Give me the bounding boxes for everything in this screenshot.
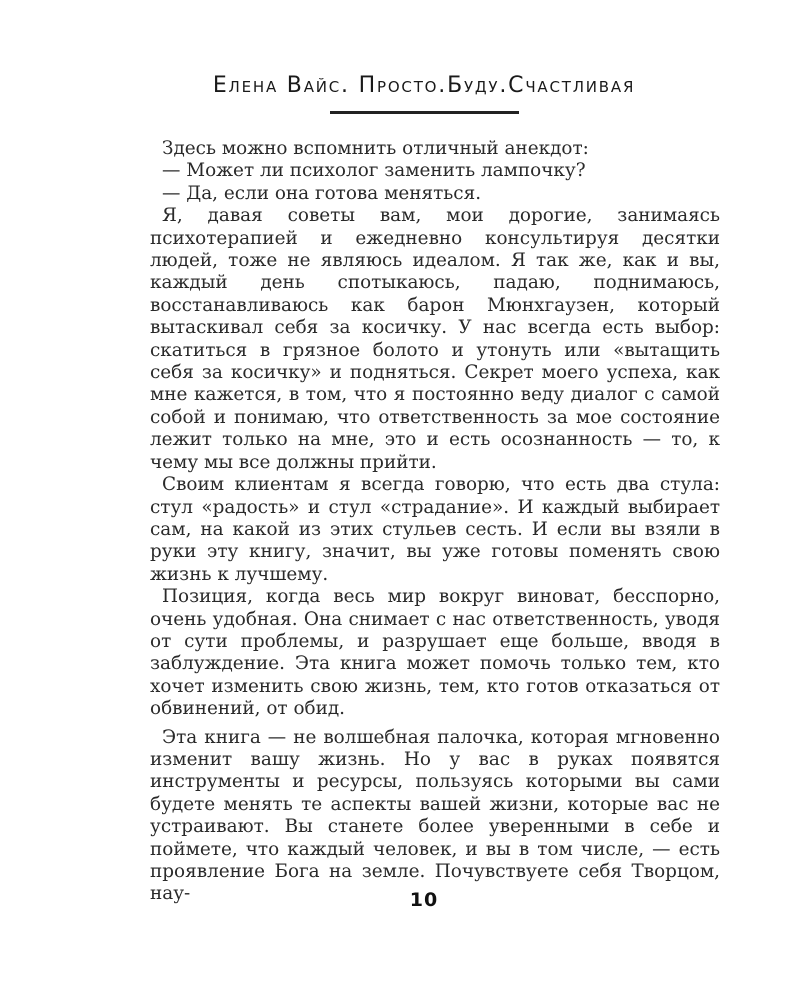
paragraph-not-magic-wand: Эта книга — не волшебная палочка, которая мгновенно изменит вашу жизнь. Но у вас в руках появятся инструменты и ресурсы, пользуясь которыми вы сами будете менять те аспекты вашей жизни, которые вас не устраивают. Вы станете более уверенными в себе и поймете, что каждый человек, и вы в том числе, — есть проявление Бога на земле. Почувствуете себя Творцом, нау- [150, 726, 720, 905]
dialog-line-question: — Может ли психолог заменить лампочку? [162, 160, 586, 182]
page-number: 10 [409, 889, 439, 911]
paragraph-position: Позиция, когда весь мир вокруг виноват, бесспорно, очень удобная. Она снимает с нас ответственность, уводя от сути проблемы, и разрушает еще больше, вводя в заблуждение. Эта книга может помочь только тем, кто хочет изменить свою жизнь, тем, кто готов отказаться от обвинений, от обид. [150, 586, 720, 720]
page-body [150, 138, 720, 906]
paragraph-two-chairs: Своим клиентам я всегда говорю, что есть два стула: стул «радость» и стул «страдание». И каждый выбирает сам, на какой из этих стульев сесть. И если вы взяли в руки эту книгу, значит, вы уже готовы поменять свою жизнь к лучшему. [150, 474, 720, 585]
running-header: Елена Вайс. Просто.Буду.Счастливая [212, 73, 636, 98]
paragraph-advice: Я, давая советы вам, мои дорогие, занимаясь психотерапией и ежедневно консультируя десятки людей, тоже не являюсь идеалом. Я так же, как и вы, каждый день спотыкаюсь, падаю, поднимаюсь, восстанавливаюсь как барон Мюнхгаузен, который вытаскивал себя за косичку. У нас всегда есть выбор: скатиться в грязное болото и утонуть или «вытащить себя за косичку» и подняться. Секрет моего успеха, как мне кажется, в том, что я постоянно веду диалог с самой собой и понимаю, что ответственность за мое состояние лежит только на мне, это и есть осознанность — то, к чему мы все должны прийти. [150, 205, 720, 473]
paragraph-intro: Здесь можно вспомнить отличный анекдот: [162, 138, 589, 159]
header-underline [330, 111, 519, 114]
dialog-line-answer: — Да, если она готова меняться. [162, 182, 482, 204]
